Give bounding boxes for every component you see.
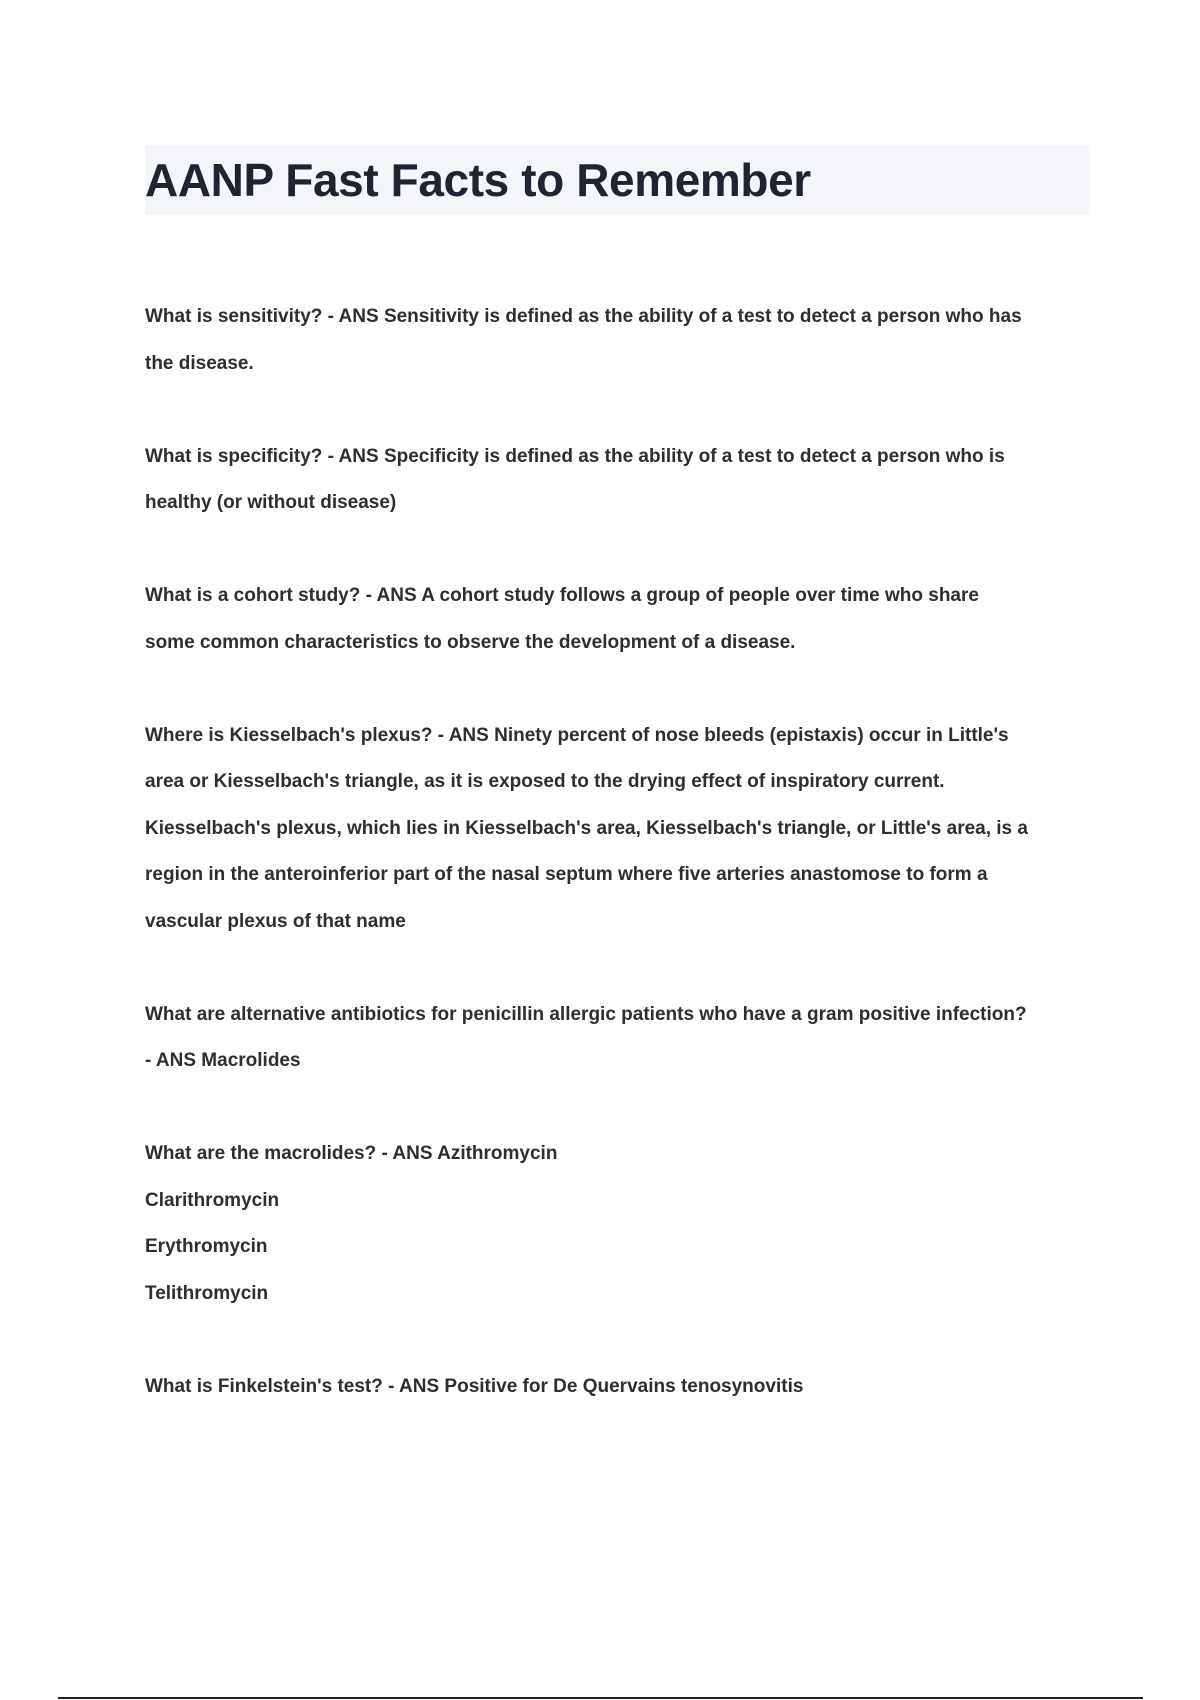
qa-entry-macrolides — [145, 1131, 1090, 1317]
qa-entry-cohort-study — [145, 573, 1090, 666]
qa-line: the disease. — [145, 352, 254, 374]
qa-line: What is sensitivity? - ANS Sensitivity is defined as the ability of a test to detect a person who has — [145, 306, 1022, 327]
qa-entry-sensitivity — [145, 294, 1090, 387]
qa-entry-alternative-antibiotics — [145, 992, 1090, 1085]
footer-divider — [58, 1697, 1143, 1699]
qa-entry-finkelstein-test — [145, 1364, 1090, 1411]
document-title: AANP Fast Facts to Remember — [145, 154, 811, 206]
qa-line: What are alternative antibiotics for penicillin allergic patients who have a gram positive infection? — [145, 1003, 1027, 1025]
qa-entry-kiesselbach-plexus — [145, 713, 1090, 946]
qa-entry-specificity — [145, 434, 1090, 527]
qa-line: Clarithromycin — [145, 1189, 280, 1211]
qa-line: some common characteristics to observe the development of a disease. — [145, 631, 796, 653]
qa-list — [145, 294, 1090, 1457]
qa-line: Telithromycin — [145, 1282, 269, 1304]
qa-line: area or Kiesselbach's triangle, as it is exposed to the drying effect of inspiratory current. — [145, 771, 945, 792]
qa-line: vascular plexus of that name — [145, 910, 406, 932]
qa-line: What are the macrolides? - ANS Azithromycin — [145, 1143, 558, 1164]
qa-line: Where is Kiesselbach's plexus? - ANS Ninety percent of nose bleeds (epistaxis) occur in Little's — [145, 724, 1009, 746]
qa-line: Erythromycin — [145, 1236, 268, 1257]
qa-line: healthy (or without disease) — [145, 492, 397, 513]
qa-line: What is a cohort study? - ANS A cohort study follows a group of people over time who share — [145, 585, 979, 606]
qa-line: What is specificity? - ANS Specificity is defined as the ability of a test to detect a person who is — [145, 445, 1005, 467]
qa-line: What is Finkelstein's test? - ANS Positive for De Quervains tenosynovitis — [145, 1375, 804, 1397]
qa-line: - ANS Macrolides — [145, 1050, 301, 1071]
qa-line: Kiesselbach's plexus, which lies in Kiesselbach's area, Kiesselbach's triangle, or Little's area, is a — [145, 817, 1028, 839]
qa-line: region in the anteroinferior part of the nasal septum where five arteries anastomose to form a — [145, 864, 988, 885]
